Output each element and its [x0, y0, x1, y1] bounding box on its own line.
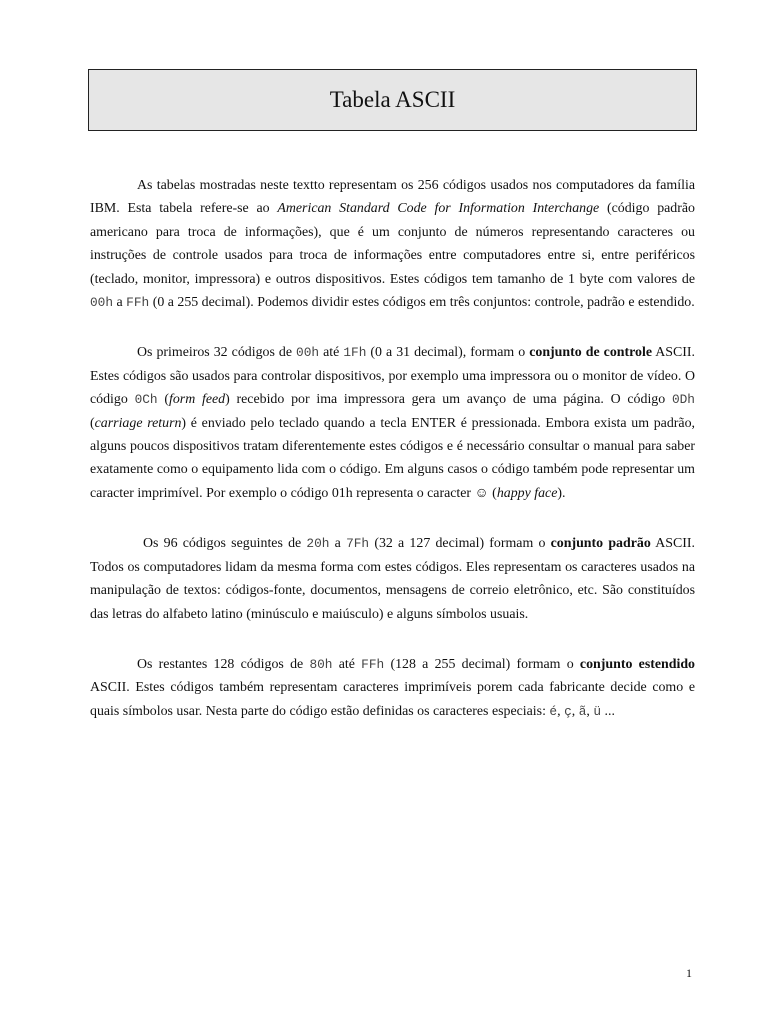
document-body — [90, 174, 695, 750]
paragraph-standard-set: Os 96 códigos seguintes de 20h a 7Fh (32 a 127 decimal) formam o conjunto padrão ASCII. Todos os computadores lidam da mesma forma com estes códigos. Eles representam os caracteres usados na manipulação de textos: códigos-fonte, documentos, mensagens de correio eletrônico, etc. São constituídos das letras do alfabeto latino (minúsculo e maiúsculo) e alguns símbolos usuais. — [90, 536, 695, 622]
page-number: 1 — [686, 966, 692, 980]
page-title — [88, 69, 697, 131]
paragraph-extended-set: Os restantes 128 códigos de 80h até FFh (128 a 255 decimal) formam o conjunto estendido ASCII. Estes códigos também representam caracteres imprimíveis porem cada fabricante decide como e quais símbolos usar. Nesta parte do código estão definidas os caracteres especiais: é, ç, ã, ü ... — [90, 656, 695, 719]
page-title-text: Tabela ASCII — [329, 87, 456, 112]
paragraph-intro: As tabelas mostradas neste textto representam os 256 códigos usados nos computadores da família IBM. Esta tabela refere-se ao American Standard Code for Information Interchange (código padrão americano para troca de informações), que é um conjunto de números representando caracteres ou instruções de controle usados para troca de informações entre computadores entre si, entre periféricos (teclado, monitor, impressora) e outros dispositivos. Estes códigos tem tamanho de 1 byte com valores de 00h a FFh (0 a 255 decimal). Podemos dividir estes códigos em três conjuntos: controle, padrão e estendido. — [90, 178, 695, 311]
paragraph-control-set: Os primeiros 32 códigos de 00h até 1Fh (0 a 31 decimal), formam o conjunto de controle ASCII. Estes códigos são usados para controlar dispositivos, por exemplo uma impressora ou o monitor de vídeo. O código 0Ch (form feed) recebido por ima impressora gera um avanço de uma página. O código 0Dh (carriage return) é enviado pelo teclado quando a tecla ENTER é pressionada. Embora exista um padrão, alguns poucos dispositivos tratam diferentemente estes códigos e é necessário consultar o manual para saber exatamente como o equipamento lida com o código. Em alguns casos o código também pode representar um caracter imprimível. Por exemplo o código 01h representa o caracter ☺ (happy face). — [90, 345, 696, 501]
